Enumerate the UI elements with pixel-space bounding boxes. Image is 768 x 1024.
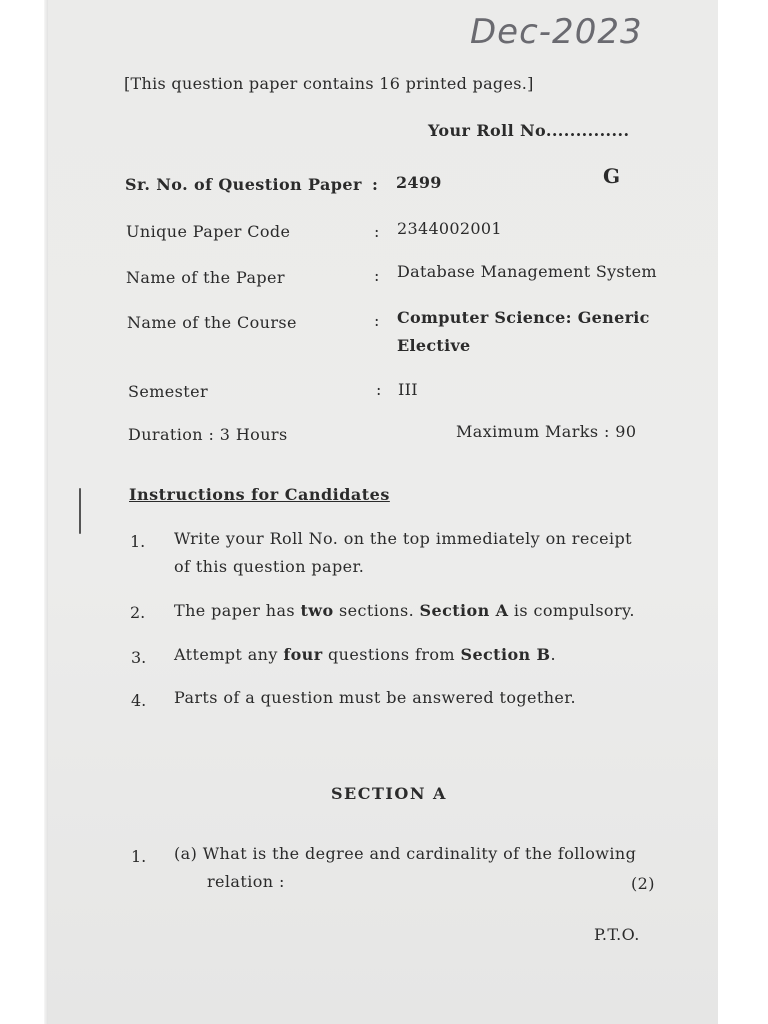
question-1a-line1: (a) What is the degree and cardinality of the following [174,844,637,863]
instruction-2 [174,601,635,620]
sr-no-label: Sr. No. of Question Paper [125,175,362,194]
instruction-2-bold-two: two [300,601,334,620]
semester-value: III [398,380,418,399]
instruction-3-bold-section-b: Section B [460,645,551,664]
instruction-number: 1. [130,532,146,551]
instruction-3-bold-four: four [283,645,323,664]
paper-name-label: Name of the Paper [126,268,285,287]
instruction-number: 4. [131,691,147,710]
pages-note: [This question paper contains 16 printed pages.] [124,74,534,93]
handwritten-date: Dec-2023 [470,12,643,52]
instruction-3-text-c: . [550,645,556,664]
sr-no-colon: : [372,175,378,194]
instruction-3-text-a: Attempt any [174,645,284,664]
instruction-number: 2. [130,603,146,622]
instruction-3 [174,645,556,664]
paper-code-value: 2344002001 [397,219,502,238]
set-code: G [603,164,621,188]
paper-name-value: Database Management System [397,262,657,281]
instruction-2-bold-section-a: Section A [419,601,509,620]
roll-number-line: Your Roll No.............. [428,121,630,140]
instruction-1-line2: of this question paper. [174,557,365,576]
course-name-value-line2: Elective [397,336,471,355]
instruction-3-text-b: questions from [322,645,461,664]
course-name-value-line1: Computer Science: Generic [397,308,650,327]
course-name-colon: : [374,311,380,330]
paper-code-label: Unique Paper Code [126,222,291,241]
maximum-marks: Maximum Marks : 90 [456,422,637,441]
paper-code-colon: : [374,222,380,241]
instruction-1-line1: Write your Roll No. on the top immediately on receipt [174,529,632,548]
duration: Duration : 3 Hours [128,425,288,444]
instruction-2-text-b: sections. [333,601,420,620]
instruction-2-text-c: is compulsory. [508,601,635,620]
question-1a-marks: (2) [631,874,655,893]
question-paper-page [48,0,718,1024]
semester-colon: : [376,380,382,399]
pto-footer: P.T.O. [594,925,640,944]
margin-pen-mark [79,488,81,534]
semester-label: Semester [128,382,209,401]
instruction-2-text-a: The paper has [174,601,301,620]
question-1a-line2: relation : [207,872,285,891]
section-a-heading: SECTION A [331,784,447,803]
instructions-title: Instructions for Candidates [129,485,390,504]
sr-no-value: 2499 [396,173,442,192]
question-1-number: 1. [131,847,147,866]
course-name-label: Name of the Course [127,313,297,332]
instruction-number: 3. [131,648,147,667]
paper-name-colon: : [374,266,380,285]
instruction-4: Parts of a question must be answered together. [174,688,577,707]
